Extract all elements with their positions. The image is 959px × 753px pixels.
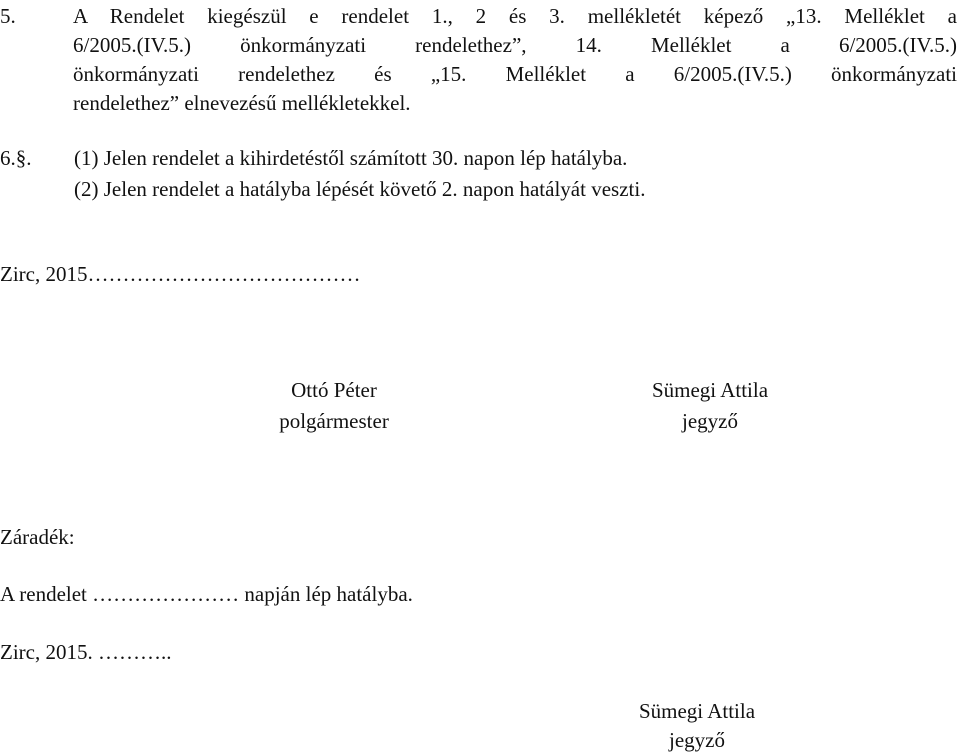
signature-title: jegyző [669,728,725,752]
signature-title: jegyző [682,409,738,433]
final-signature-block [597,699,797,753]
signature-block-notary [610,378,810,434]
section-5-number: 5. [0,4,16,28]
clause-place-date: Zirc, 2015. ……….. [0,640,172,664]
signature-block-mayor [234,378,434,434]
signature-name: Ottó Péter [291,378,377,402]
section-5-line-1: A Rendelet kiegészül e rendelet 1., 2 és 3. mellékletét képező „13. Melléklet a [73,4,957,28]
section-6-number: 6.§. [0,146,32,170]
place-date: Zirc, 2015………………………………… [0,262,361,286]
section-6-paragraph-2: (2) Jelen rendelet a hatályba lépését követő 2. napon hatályát veszti. [74,177,646,201]
section-5-line-4: rendelethez” elnevezésű mellékletekkel. [73,91,411,115]
section-5-line-3: önkormányzati rendelethez és „15. Melléklet a 6/2005.(IV.5.) önkormányzati [73,62,957,86]
clause-text: A rendelet ………………… napján lép hatályba. [0,582,413,606]
section-5-line-2: 6/2005.(IV.5.) önkormányzati rendelethez”, 14. Melléklet a 6/2005.(IV.5.) [73,33,957,57]
signature-name: Sümegi Attila [651,378,769,402]
section-6-paragraph-1: (1) Jelen rendelet a kihirdetéstől számított 30. napon lép hatályba. [74,146,628,170]
signature-title: polgármester [279,409,389,433]
signature-name: Sümegi Attila [638,699,756,723]
clause-heading: Záradék: [0,525,75,549]
